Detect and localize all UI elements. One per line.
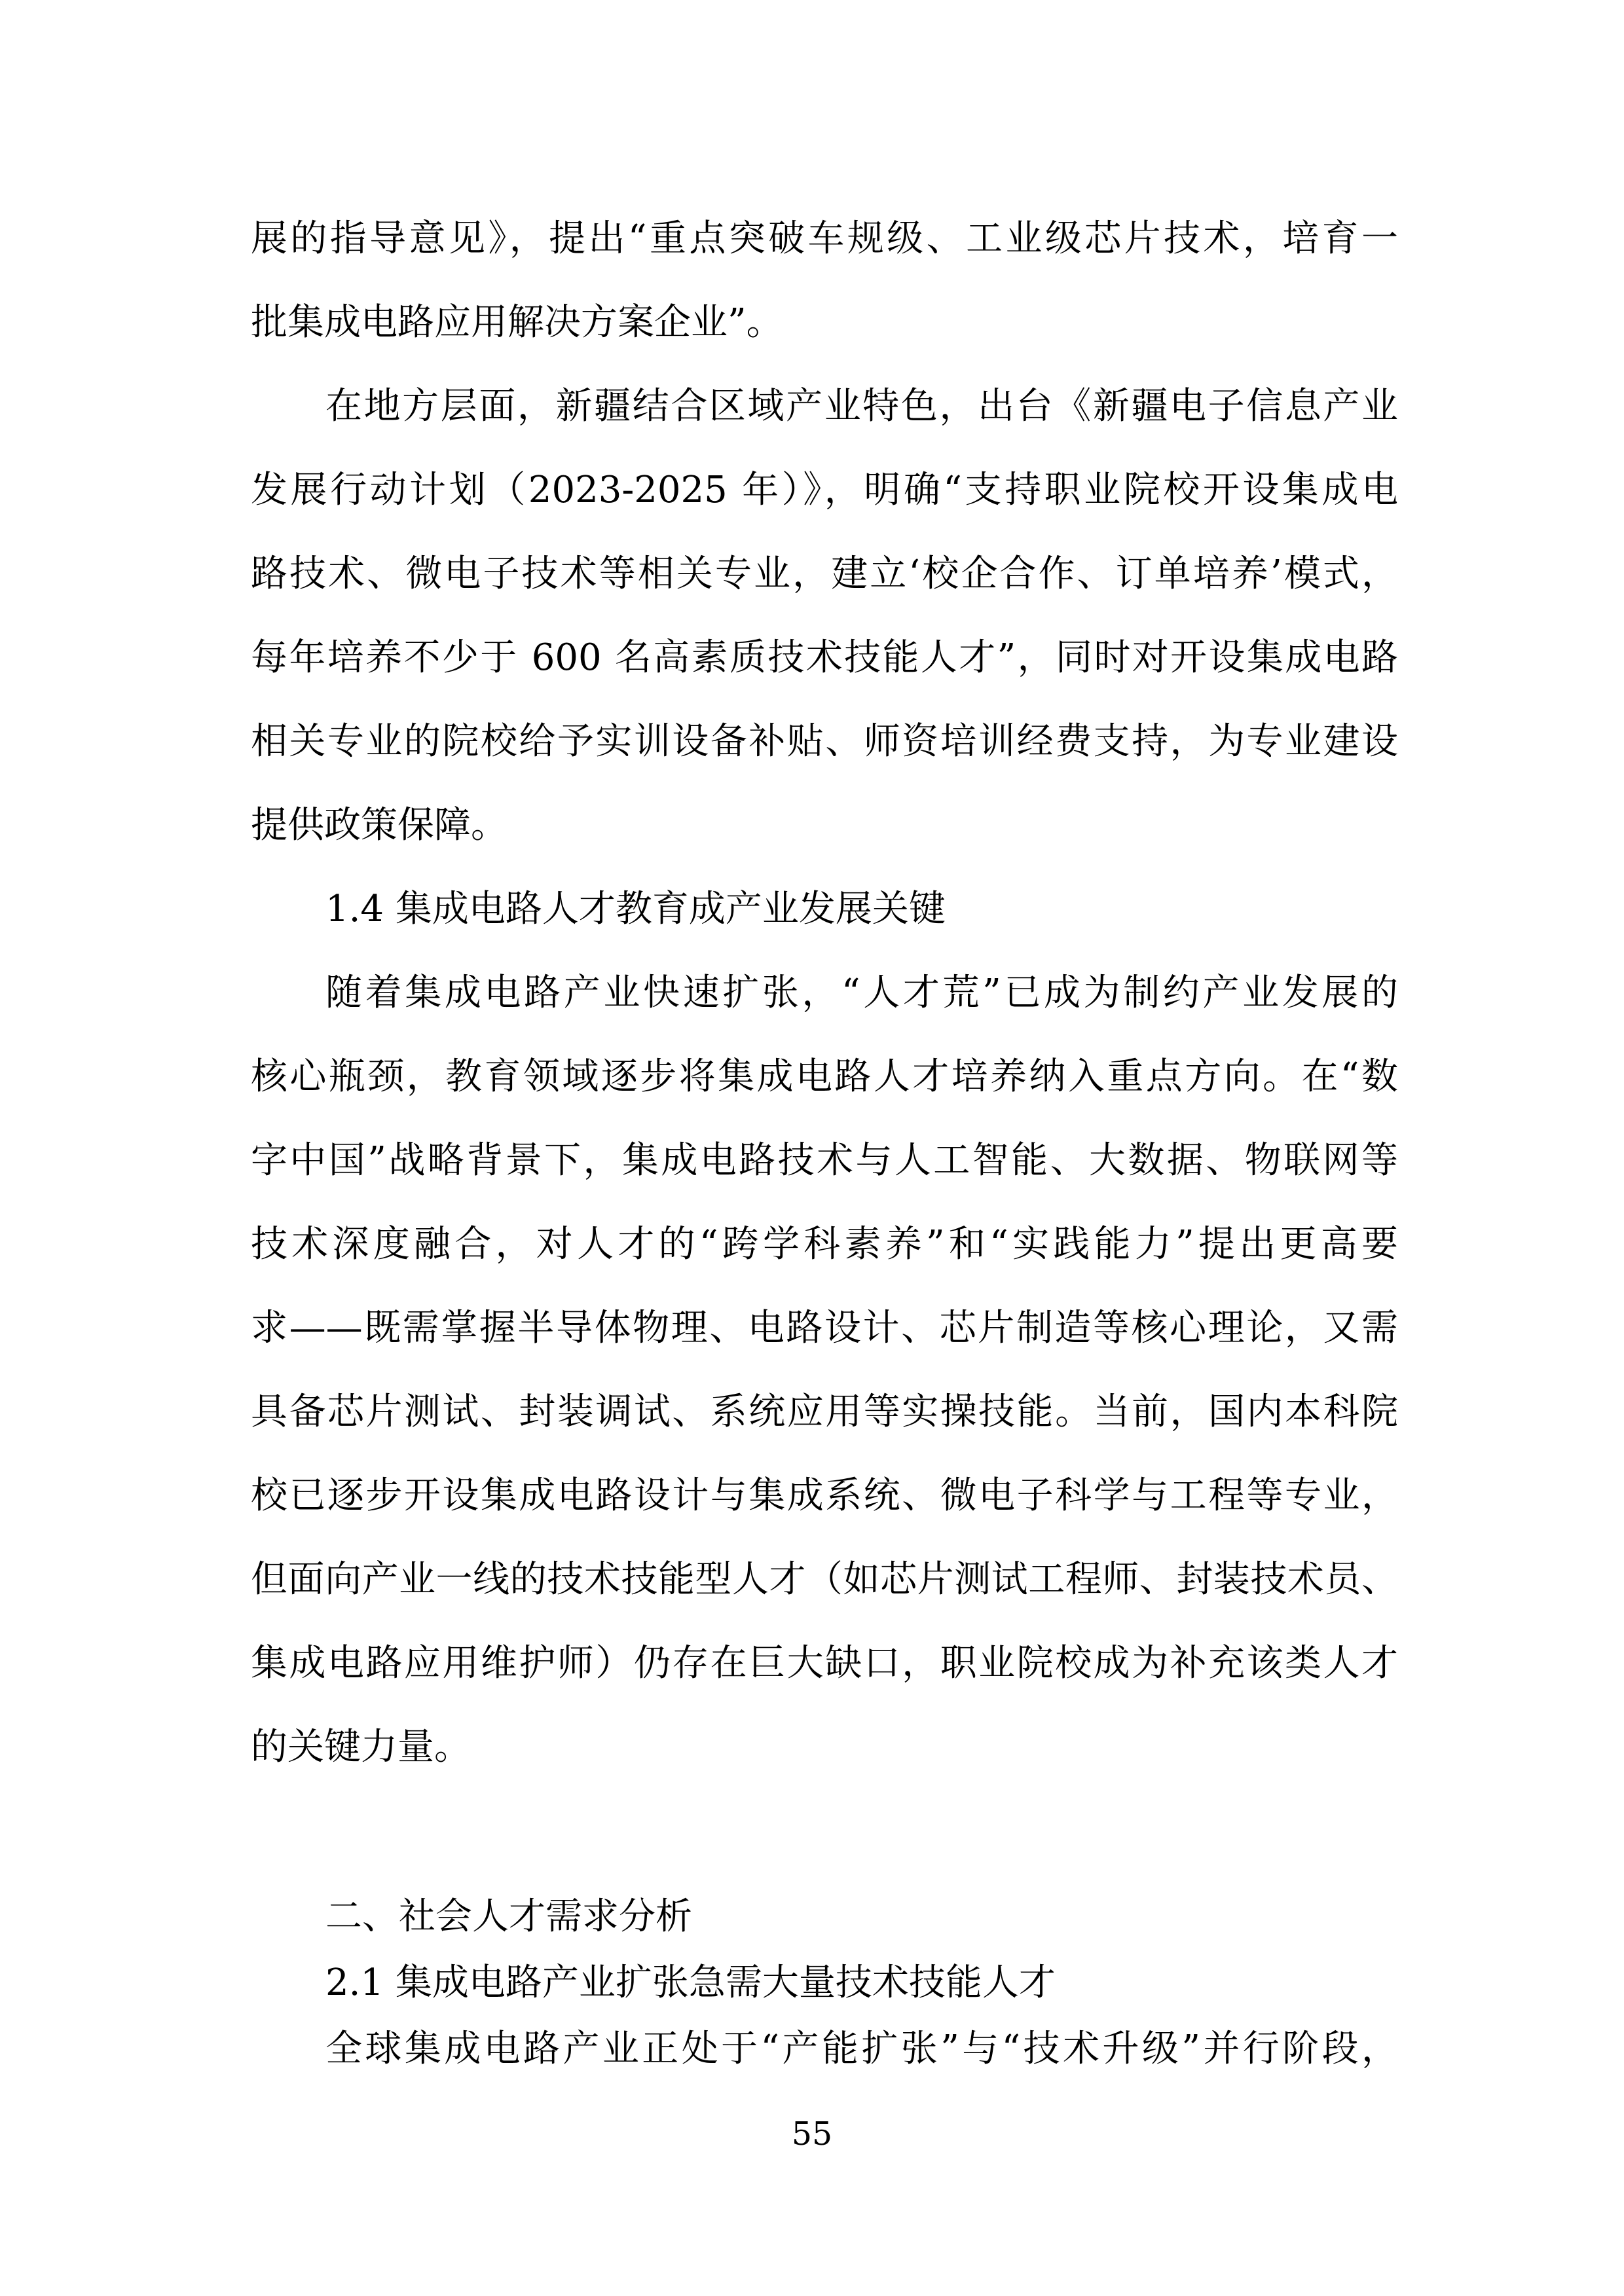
text-line: 技术深度融合，对人才的“跨学科素养”和“实践能力”提出更高要 <box>251 1223 1398 1266</box>
heading-line: 二、社会人才需求分析 <box>325 1895 692 1938</box>
heading-line: 1.4 集成电路人才教育成产业发展关键 <box>325 888 946 930</box>
text-line: 每年培养不少于 600 名高素质技术技能人才”，同时对开设集成电路 <box>251 636 1398 679</box>
text-line: 展的指导意见》，提出“重点突破车规级、工业级芯片技术，培育一 <box>251 217 1398 260</box>
section-heading-block <box>251 1884 1398 2082</box>
text-line: 在地方层面，新疆结合区域产业特色，出台《新疆电子信息产业 <box>325 385 1398 428</box>
heading-line: 2.1 集成电路产业扩张急需大量技术技能人才 <box>325 1961 1056 2004</box>
text-line: 相关专业的院校给予实训设备补贴、师资培训经费支持，为专业建设 <box>251 720 1398 763</box>
text-line: 字中国”战略背景下，集成电路技术与人工智能、大数据、物联网等 <box>251 1139 1398 1182</box>
text-line: 批集成电路应用解决方案企业”。 <box>251 301 783 344</box>
text-line: 路技术、微电子技术等相关专业，建立‘校企合作、订单培养’模式， <box>251 553 1398 595</box>
page-number: 55 <box>791 2115 833 2153</box>
text-line: 提供政策保障。 <box>251 804 507 847</box>
text-line: 求——既需掌握半导体物理、电路设计、芯片制造等核心理论，又需 <box>251 1307 1398 1349</box>
text-line: 核心瓶颈，教育领域逐步将集成电路人才培养纳入重点方向。在“数 <box>251 1055 1398 1098</box>
text-line: 全球集成电路产业正处于“产能扩张”与“技术升级”并行阶段， <box>325 2028 1398 2070</box>
text-line: 随着集成电路产业快速扩张，“人才荒”已成为制约产业发展的 <box>325 972 1398 1014</box>
text-line: 但面向产业一线的技术技能型人才（如芯片测试工程师、封装技术员、 <box>251 1558 1398 1601</box>
text-line: 校已逐步开设集成电路设计与集成系统、微电子科学与工程等专业， <box>251 1474 1398 1517</box>
text-line: 具备芯片测试、封装调试、系统应用等实操技能。当前，国内本科院 <box>251 1391 1398 1433</box>
text-line: 的关键力量。 <box>251 1726 471 1768</box>
body-paragraphs <box>251 197 1398 1789</box>
document-content <box>251 197 1398 2082</box>
text-line: 发展行动计划（2023-2025 年）》，明确“支持职业院校开设集成电 <box>251 469 1398 511</box>
text-line: 集成电路应用维护师）仍存在巨大缺口，职业院校成为补充该类人才 <box>251 1642 1398 1685</box>
